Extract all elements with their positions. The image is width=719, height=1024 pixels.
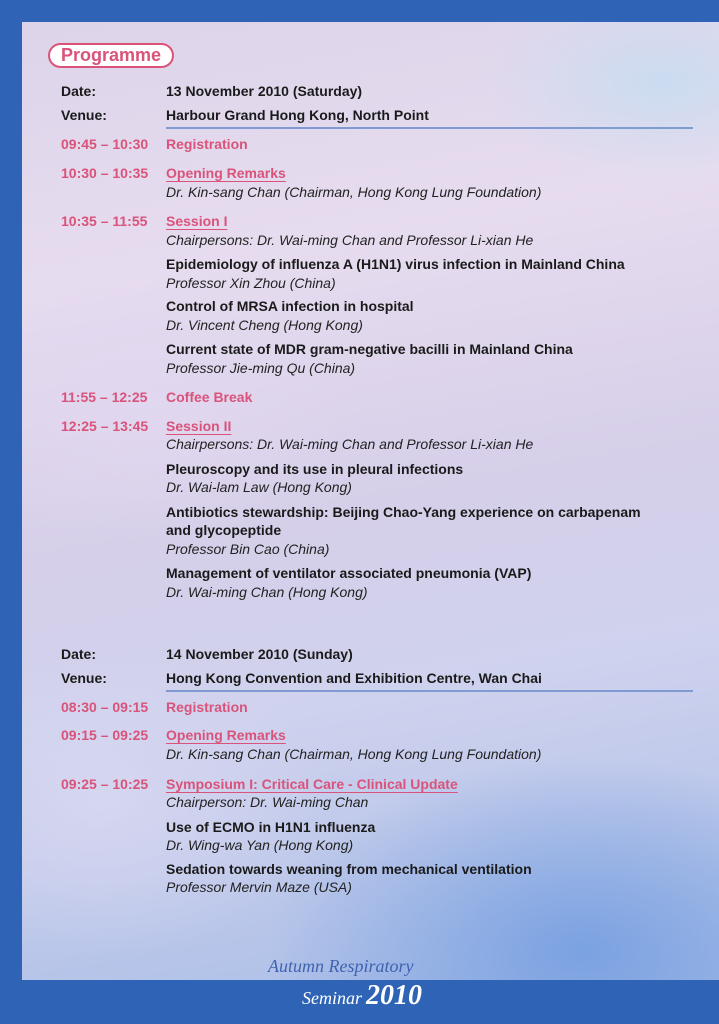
speaker-name: Dr. Kin-sang Chan (Chairman, Hong Kong Lung Foundation)	[166, 746, 542, 762]
slot-title: Coffee Break	[166, 389, 253, 405]
footer-event-name: Autumn Respiratory	[268, 956, 414, 976]
chairpersons: Chairpersons: Dr. Wai-ming Chan and Professor Li-xian He	[166, 232, 534, 248]
speaker-name: Dr. Kin-sang Chan (Chairman, Hong Kong Lung Foundation)	[166, 184, 542, 200]
slot-title: Registration	[166, 699, 248, 715]
talk-title: Current state of MDR gram-negative bacilli in Mainland China	[166, 341, 573, 357]
programme-badge: Programme	[48, 43, 174, 68]
speaker-name: Dr. Vincent Cheng (Hong Kong)	[166, 317, 363, 333]
slot-time: 10:35 – 11:55	[61, 213, 148, 229]
speaker-name: Professor Jie-ming Qu (China)	[166, 360, 356, 376]
venue-label: Venue:	[61, 107, 107, 123]
session-title: Symposium I: Critical Care - Clinical Update	[166, 776, 458, 792]
divider	[166, 127, 693, 129]
session-title: Session II	[166, 418, 232, 434]
chairpersons: Chairpersons: Dr. Wai-ming Chan and Professor Li-xian He	[166, 436, 534, 452]
slot-title: Registration	[166, 136, 248, 152]
talk-title: Control of MRSA infection in hospital	[166, 298, 414, 314]
slot-time: 09:25 – 10:25	[61, 776, 149, 792]
venue-label: Venue:	[61, 670, 107, 686]
speaker-name: Dr. Wing-wa Yan (Hong Kong)	[166, 837, 354, 853]
speaker-name: Dr. Wai-ming Chan (Hong Kong)	[166, 584, 368, 600]
divider	[166, 690, 693, 692]
venue-value: Harbour Grand Hong Kong, North Point	[166, 107, 429, 123]
speaker-name: Professor Mervin Maze (USA)	[166, 879, 352, 895]
talk-title: Sedation towards weaning from mechanical ventilation	[166, 861, 532, 877]
chairpersons: Chairperson: Dr. Wai-ming Chan	[166, 794, 369, 810]
talk-title-continued: and glycopeptide	[166, 522, 282, 538]
speaker-name: Dr. Wai-lam Law (Hong Kong)	[166, 479, 352, 495]
talk-title: Pleuroscopy and its use in pleural infections	[166, 461, 464, 477]
talk-title: Use of ECMO in H1N1 influenza	[166, 819, 376, 835]
date-label: Date:	[61, 646, 97, 662]
speaker-name: Professor Xin Zhou (China)	[166, 275, 336, 291]
slot-title: Opening Remarks	[166, 165, 286, 181]
slot-time: 10:30 – 10:35	[61, 165, 149, 181]
talk-title: Management of ventilator associated pneumonia (VAP)	[166, 565, 532, 581]
talk-title: Antibiotics stewardship: Beijing Chao-Yang experience on carbapenam	[166, 504, 641, 520]
slot-time: 08:30 – 09:15	[61, 699, 149, 715]
date-value: 14 November 2010 (Sunday)	[166, 646, 353, 662]
slot-time: 11:55 – 12:25	[61, 389, 148, 405]
speaker-name: Professor Bin Cao (China)	[166, 541, 330, 557]
footer-seminar: Seminar	[302, 988, 362, 1008]
session-title: Session I	[166, 213, 228, 229]
talk-title: Epidemiology of influenza A (H1N1) virus infection in Mainland China	[166, 256, 625, 272]
date-value: 13 November 2010 (Saturday)	[166, 83, 363, 99]
venue-value: Hong Kong Convention and Exhibition Centre, Wan Chai	[166, 670, 542, 686]
footer-seminar-year	[302, 980, 422, 1012]
slot-time: 09:15 – 09:25	[61, 727, 149, 743]
date-label: Date:	[61, 83, 97, 99]
slot-title: Opening Remarks	[166, 727, 286, 743]
slot-time: 12:25 – 13:45	[61, 418, 149, 434]
slot-time: 09:45 – 10:30	[61, 136, 149, 152]
programme-page	[22, 22, 719, 1011]
footer-year: 2010	[366, 980, 422, 1011]
